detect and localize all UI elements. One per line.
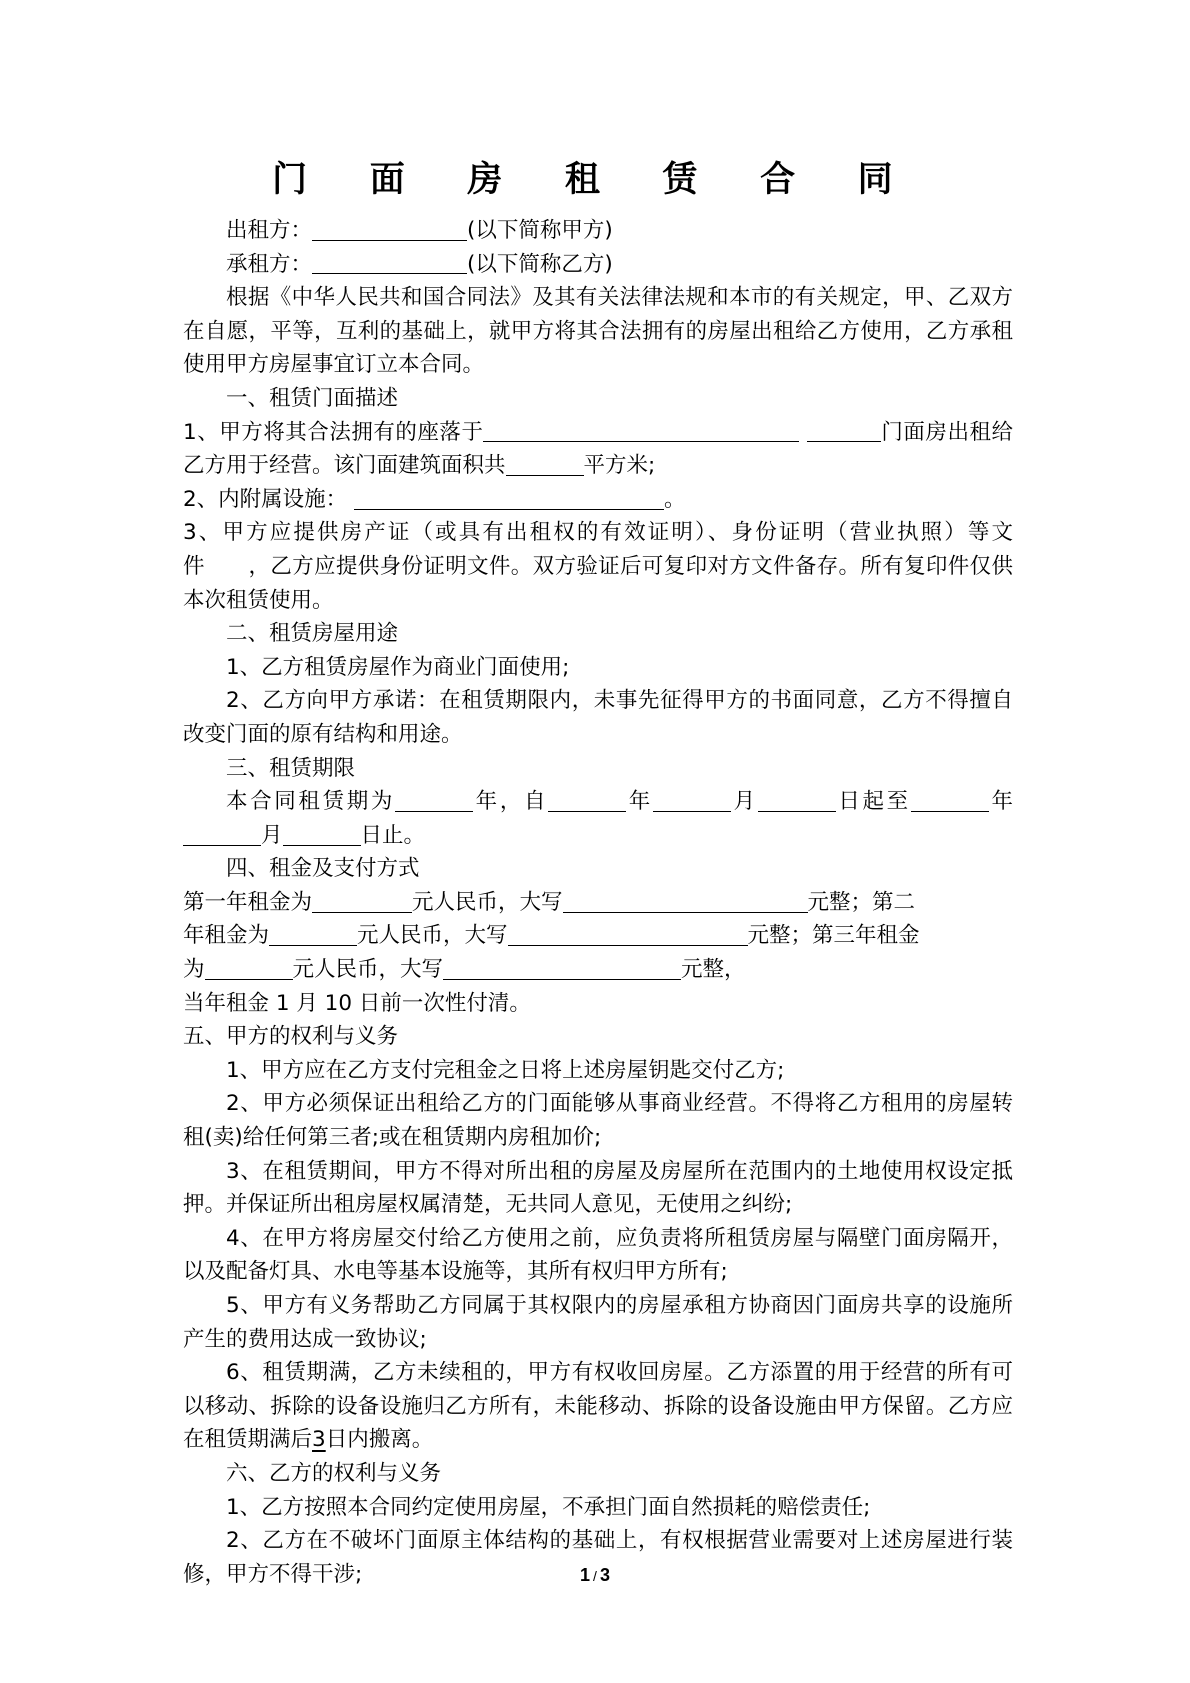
end-year-blank [911,789,989,812]
item-6-end: 日内搬离。 [325,1427,434,1453]
current-page: 1 [580,1565,591,1585]
facilities-end: 。 [664,486,686,512]
section-1-item-3: 3、甲方应提供房产证（或具有出租权的有效证明）、身份证明（营业执照）等文件 ，乙方应提供身份证明文件。双方验证后可复印对方文件备存。所有复印件仅供本次租赁使用。 [183,520,1013,613]
section-5-item-4: 4、在甲方将房屋交付给乙方使用之前，应负责将所租赁房屋与隔壁门面房隔开，以及配备灯具、水电等基本设施等，其所有权归甲方所有; [183,1225,1013,1285]
rent-year-2-line [183,919,1013,953]
shopfront-text: 门面房 [880,419,948,445]
lessor-name-blank [312,218,467,241]
rent-year-3-label: 为 [183,957,205,983]
location-blank [483,420,799,443]
term-text-a: 本合同租赁期为 [226,789,396,815]
preamble-paragraph: 根据《中华人民共和国合同法》及其有关法律法规和本市的有关规定，甲、乙双方在自愿，平等，互利的基础上，就甲方将其合法拥有的房屋出租给乙方使用，乙方承租使用甲方房屋事宜订立本合同。 [183,285,1013,378]
item-6-text: 6、租赁期满，乙方未续租的，甲方有权收回房屋。乙方添置的用于经营的所有可以移动、拆除的设备设施归乙方所有，未能移动、拆除的设备设施由甲方保留。乙方应在租赁期满后 [183,1360,1013,1453]
lease-term-paragraph [183,785,1013,852]
rent-year-2-label: 年租金为 [183,923,270,949]
rent-year-1-currency: 元人民币，大写 [412,889,563,915]
rent-year-1-line [183,886,1013,920]
section-5-item-6 [183,1356,1013,1457]
term-years-blank [395,789,473,812]
area-blank [506,454,584,477]
rent-year-1-amount-blank [312,890,412,913]
rent-year-2-end: 元整；第三年租金 [747,923,920,949]
lessee-label: 承租方： [226,251,313,277]
rent-year-1-words-blank [563,890,808,913]
lessor-label: 出租方： [226,218,313,243]
section-5-item-2: 2、甲方必须保证出租给乙方的门面能够从事商业经营。不得将乙方租用的房屋转租(卖)给任何第三者;或在租赁期内房租加价; [183,1091,1013,1151]
lessee-suffix: (以下简称乙方) [467,251,613,277]
section-5-item-5: 5、甲方有义务帮助乙方同属于其权限内的房屋承租方协商因门面房共享的设施所产生的费用达成一致协议; [183,1293,1013,1352]
term-text-d: 月 [730,789,758,815]
page-number [0,1565,1190,1586]
rent-year-3-words-blank [443,957,681,980]
section-6-item-2: 2、乙方在不破坏门面原主体结构的基础上，有权根据营业需要对上述房屋进行装修，甲方不得干涉; [183,1528,1013,1587]
term-text-f: 年 [988,789,1013,815]
section-1-item-1 [183,416,1013,483]
facilities-blank [354,487,664,510]
total-pages: 3 [599,1565,610,1585]
term-text-b: 年，自 [473,789,549,815]
section-3-heading: 三、租赁期限 [226,755,356,781]
rent-year-3-amount-blank [205,957,293,980]
section-4-heading: 四、租金及支付方式 [226,856,420,882]
section-2-item-1: 1、乙方租赁房屋作为商业门面使用; [226,654,570,680]
section-1-heading: 一、租赁门面描述 [226,385,399,411]
section-6-heading: 六、乙方的权利与义务 [226,1460,442,1486]
term-text-h: 日止。 [360,822,426,848]
rent-year-3-currency: 元人民币，大写 [292,957,444,983]
location-label: 1、甲方将其合法拥有的座落于 [183,419,484,445]
moveout-days-value: 3 [312,1427,326,1453]
section-1-item-2 [183,483,1013,517]
area-label: 出租给乙方用于经营。该门面建筑面积共 [183,419,1013,479]
start-month-blank [653,789,731,812]
end-month-blank [183,823,261,846]
rent-year-2-words-blank [508,924,748,947]
term-text-g: 月 [261,822,283,848]
location-blank-2 [807,420,881,443]
section-5-heading: 五、甲方的权利与义务 [183,1024,399,1050]
section-2-item-2: 2、乙方向甲方承诺：在租赁期限内，未事先征得甲方的书面同意，乙方不得擅自改变门面的原有结构和用途。 [183,688,1013,747]
lessor-line [183,214,1013,248]
term-text-e: 日起至 [835,789,911,815]
contract-title: 门 面 房 租 赁 合 同 [272,160,918,200]
area-unit: 平方米; [583,453,656,479]
lessor-suffix: (以下简称甲方) [467,218,613,243]
rent-year-3-end: 元整， [681,957,746,983]
payment-line: 当年租金 1 月 10 日前一次性付清。 [183,990,531,1016]
lessee-name-blank [312,252,467,275]
start-year-blank [548,789,626,812]
rent-year-2-currency: 元人民币，大写 [357,923,508,949]
start-day-blank [758,789,836,812]
page-separator: / [593,1568,597,1584]
section-5-item-1: 1、甲方应在乙方支付完租金之日将上述房屋钥匙交付乙方; [226,1057,785,1083]
contract-body [183,214,1013,1591]
rent-year-1-label: 第一年租金为 [183,889,313,915]
section-6-item-1: 1、乙方按照本合同约定使用房屋，不承担门面自然损耗的赔偿责任; [226,1494,871,1520]
rent-year-2-amount-blank [269,924,357,947]
facilities-label: 2、内附属设施： [183,486,348,512]
rent-year-1-end: 元整；第二 [807,889,916,915]
term-text-c: 年 [626,789,653,815]
section-2-heading: 二、租赁房屋用途 [226,621,399,647]
rent-year-3-line [183,953,1013,987]
section-5-item-3: 3、在租赁期间，甲方不得对所出租的房屋及房屋所在范围内的土地使用权设定抵押。并保证所出租房屋权属清楚，无共同人意见，无使用之纠纷; [183,1158,1013,1218]
lessee-line [183,248,1013,282]
end-day-blank [283,823,361,846]
